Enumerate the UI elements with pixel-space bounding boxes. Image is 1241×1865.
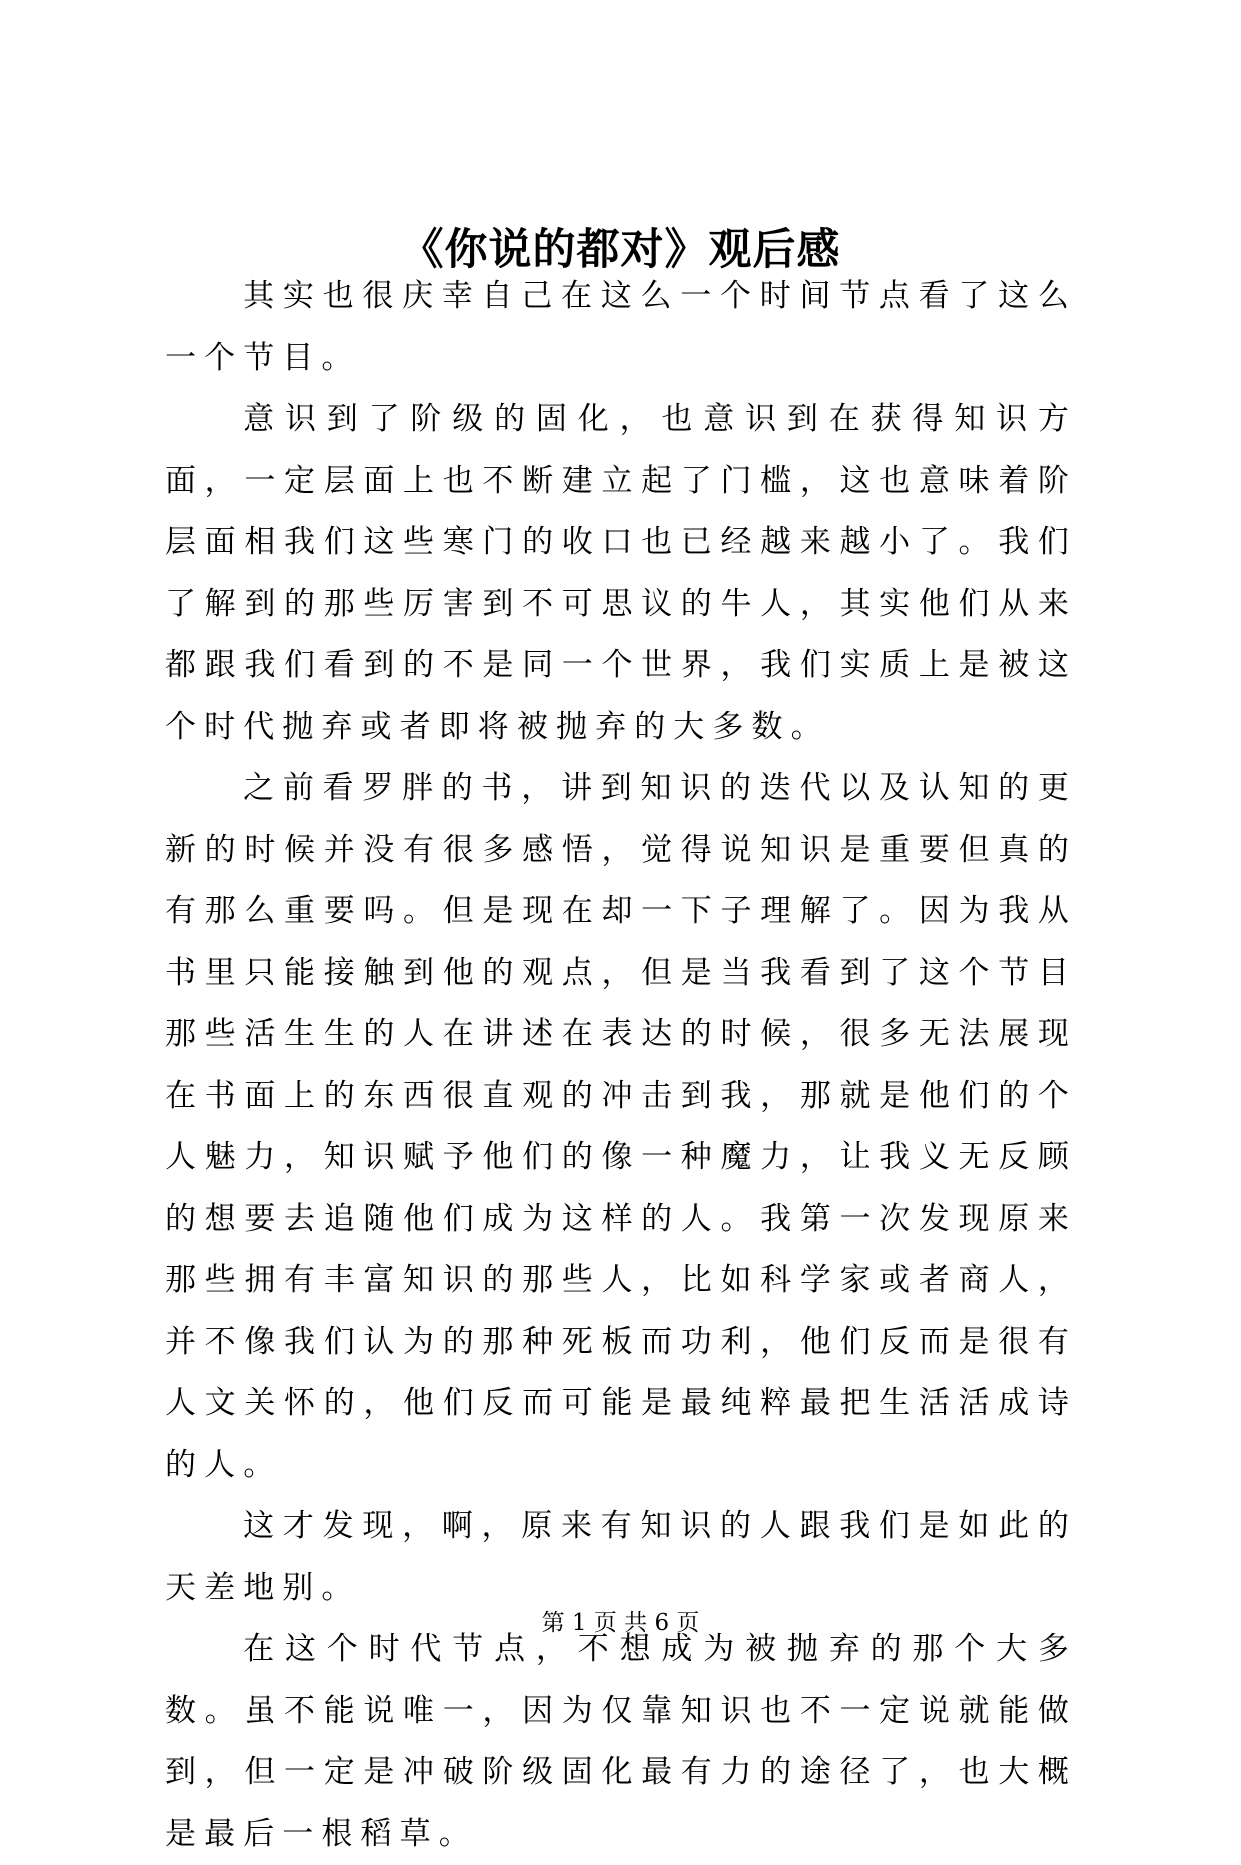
paragraph-4: 这才发现，啊，原来有知识的人跟我们是如此的天差地别。 xyxy=(165,1508,1077,1606)
document-title: 《你说的都对》观后感 xyxy=(400,225,841,275)
paragraph-2: 意识到了阶级的固化，也意识到在获得知识方面，一定层面上也不断建立起了门槛，这也意味着阶层面相我们这些寒门的收口也已经越来越小了。我们了解到的那些厉害到不可思议的牛人，其实他们从来都跟我们看到的不是同一个世界，我们实质上是被这个时代抛弃或者即将被抛弃的大多数。 xyxy=(165,401,1077,745)
paragraph-1: 其实也很庆幸自己在这么一个时间节点看了这么一个节目。 xyxy=(165,278,1077,376)
paragraph-3: 之前看罗胖的书，讲到知识的迭代以及认知的更新的时候并没有很多感悟，觉得说知识是重要但真的有那么重要吗。但是现在却一下子理解了。因为我从书里只能接触到他的观点，但是当我看到了这个节目那些活生生的人在讲述在表达的时候，很多无法展现在书面上的东西很直观的冲击到我，那就是他们的个人魅力，知识赋予他们的像一种魔力，让我义无反顾的想要去追随他们成为这样的人。我第一次发现原来那些拥有丰富知识的那些人，比如科学家或者商人，并不像我们认为的那种死板而功利，他们反而是很有人文关怀的，他们反而可能是最纯粹最把生活活成诗的人。 xyxy=(165,770,1077,1483)
paragraph-5: 在这个时代节点，不想成为被抛弃的那个大多数。虽不能说唯一，因为仅靠知识也不一定说就能做到，但一定是冲破阶级固化最有力的途径了，也大概是最后一根稻草。 xyxy=(165,1631,1077,1852)
page-number-footer: 第 1 页 共 6 页 xyxy=(541,1610,700,1636)
